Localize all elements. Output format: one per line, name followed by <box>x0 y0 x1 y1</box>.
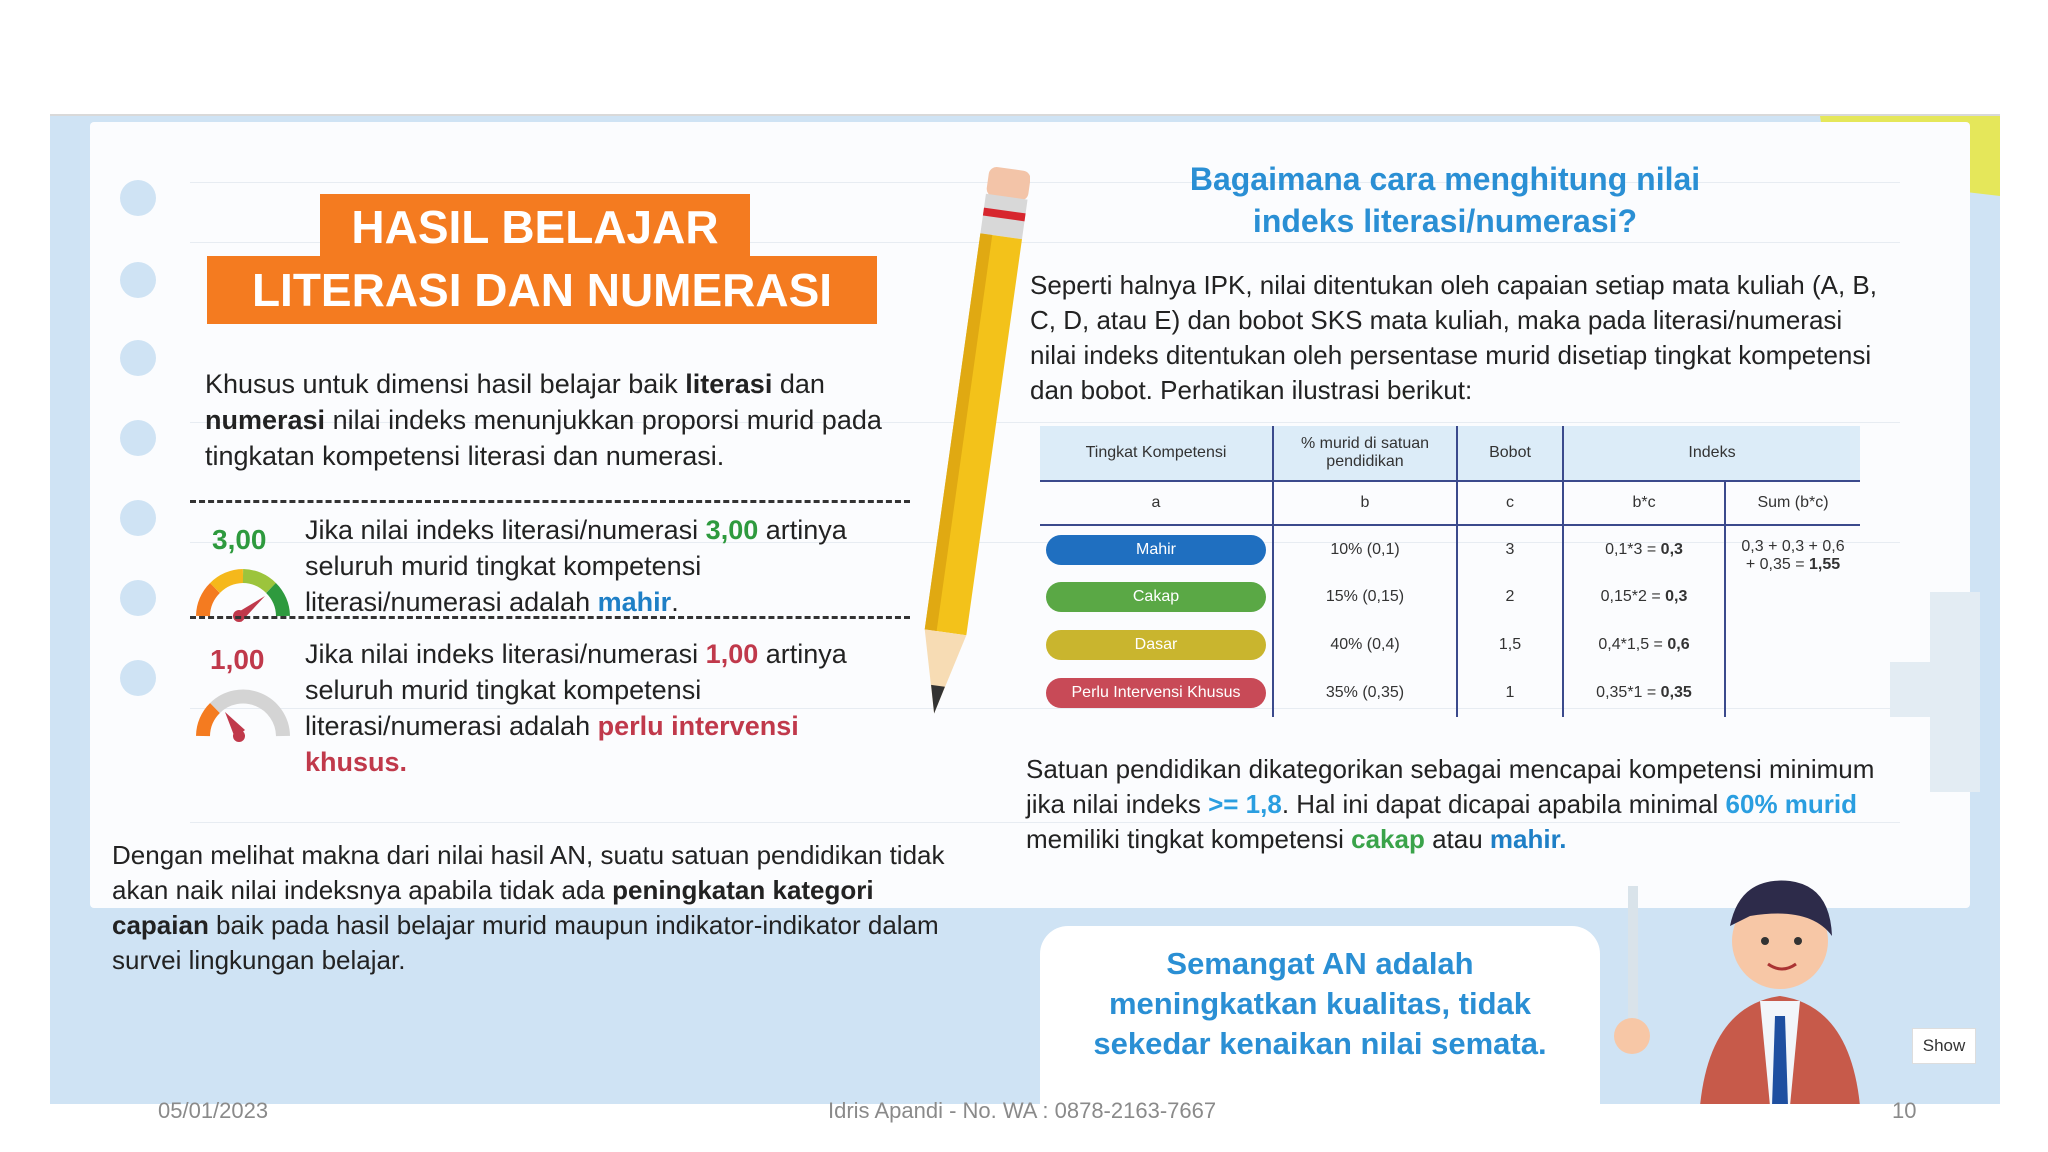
question-title: Bagaimana cara menghitung nilai indeks literasi/numerasi? <box>1189 161 1701 239</box>
table-cell: 35% (0,35) <box>1273 669 1457 717</box>
table-header: Indeks <box>1563 426 1860 481</box>
show-button[interactable]: Show <box>1912 1028 1976 1064</box>
footer-page-number: 10 <box>1892 1098 1917 1123</box>
divider <box>190 500 910 503</box>
footer-date: 05/01/2023 <box>158 1098 269 1123</box>
low-score-label: 1,00 <box>210 644 265 675</box>
table-cell: 0,1*3 = 0,3 <box>1563 525 1725 573</box>
quote-text: Semangat AN adalah meningkatkan kualitas, tidak sekedar kenaikan nilai semata. <box>1093 946 1547 1061</box>
conclusion-paragraph: Satuan pendidikan dikategorikan sebagai mencapai kompetensi minimum jika nilai indeks >= 1,8. Hal ini dapat dicapai apabila minimal 60% murid memiliki tingkat kompetensi cakap atau mahir. <box>1026 754 1875 854</box>
low-score-text: Jika nilai indeks literasi/numerasi 1,00 artinya seluruh murid tingkat kompetensi literasi/numerasi adalah perlu intervensi khusus. <box>305 639 847 777</box>
binder-hole <box>120 660 156 696</box>
binder-hole <box>120 420 156 456</box>
level-pill-intervensi: Perlu Intervensi Khusus <box>1046 678 1266 708</box>
gauge-low-icon <box>195 686 291 742</box>
table-cell: 10% (0,1) <box>1273 525 1457 573</box>
title-line-2: LITERASI DAN NUMERASI <box>207 256 877 324</box>
slide <box>50 116 2000 1104</box>
table-cell: 40% (0,4) <box>1273 621 1457 669</box>
table-header: Tingkat Kompetensi <box>1040 426 1273 481</box>
question-body: Seperti halnya IPK, nilai ditentukan oleh capaian setiap mata kuliah (A, B, C, D, atau E) dan bobot SKS mata kuliah, maka pada literasi/numerasi nilai indeks ditentukan oleh persentase murid disetiap tingkat kompetensi dan bobot. Perhatikan ilustrasi berikut: <box>1030 270 1877 405</box>
table-subheader: Sum (b*c) <box>1725 481 1860 525</box>
table-subheader: a <box>1151 494 1161 511</box>
table-cell: 0,35*1 = 0,35 <box>1563 669 1725 717</box>
gauge-high-icon <box>195 566 291 622</box>
sum-cell: 0,3 + 0,3 + 0,6 + 0,35 = 1,55 <box>1725 525 1860 717</box>
title-line-1: HASIL BELAJAR <box>320 194 750 260</box>
high-score-label: 3,00 <box>212 524 267 555</box>
binder-hole <box>120 180 156 216</box>
table-cell: 2 <box>1457 573 1563 621</box>
table-row <box>1040 525 1860 573</box>
table-cell: 1,5 <box>1457 621 1563 669</box>
intro-paragraph: Khusus untuk dimensi hasil belajar baik literasi dan numerasi nilai indeks menunjukkan proporsi murid pada tingkatan kompetensi literasi dan numerasi. <box>205 369 882 471</box>
pencil-illustration <box>910 156 1030 746</box>
teacher-illustration <box>1610 856 1930 1104</box>
binder-hole <box>120 500 156 536</box>
table-header: Bobot <box>1457 426 1563 481</box>
table-subheader: b*c <box>1563 481 1725 525</box>
binder-hole <box>120 340 156 376</box>
binder-hole <box>120 580 156 616</box>
bottom-paragraph: Dengan melihat makna dari nilai hasil AN, suatu satuan pendidikan tidak akan naik nilai indeksnya apabila tidak ada peningkatan kategori capaian baik pada hasil belajar murid maupun indikator-indikator dalam survei lingkungan belajar. <box>112 840 945 975</box>
table-cell: 1 <box>1457 669 1563 717</box>
table-subheader: b <box>1273 481 1457 525</box>
table-subheader: c <box>1457 481 1563 525</box>
level-pill-cakap: Cakap <box>1046 582 1266 612</box>
table-cell: 0,15*2 = 0,3 <box>1563 573 1725 621</box>
table-cell: 0,4*1,5 = 0,6 <box>1563 621 1725 669</box>
table-cell: 3 <box>1457 525 1563 573</box>
level-pill-mahir: Mahir <box>1046 535 1266 565</box>
divider <box>190 616 910 619</box>
table-cell: 15% (0,15) <box>1273 573 1457 621</box>
high-score-text: Jika nilai indeks literasi/numerasi 3,00 artinya seluruh murid tingkat kompetensi literasi/numerasi adalah mahir. <box>305 515 847 617</box>
index-table <box>1040 426 1860 717</box>
footer-author: Idris Apandi - No. WA : 0878-2163-7667 <box>828 1098 1217 1123</box>
level-pill-dasar: Dasar <box>1046 630 1266 660</box>
binder-hole <box>120 262 156 298</box>
table-header: % murid di satuan pendidikan <box>1273 426 1457 481</box>
